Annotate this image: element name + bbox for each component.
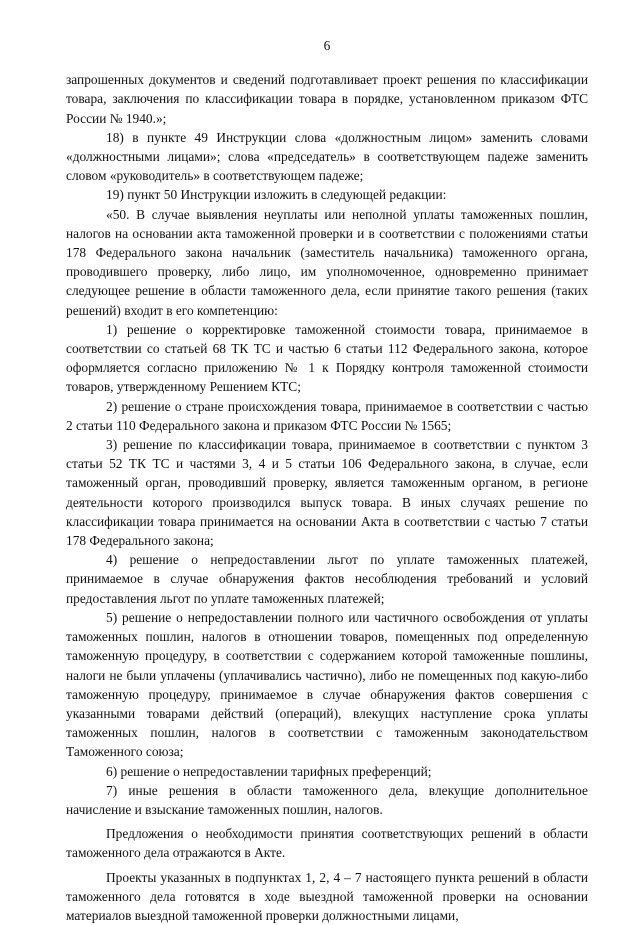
paragraph-subitem-5: 5) решение о непредоставлении полного или частичного освобождения от уплаты таможенных пошлин, налогов в отношении товаров, помещенных под определенную таможенную процедуру, в соответствии с содержанием которой таможенные пошлины, налоги не были уплачены (уплачивались частично), либо не помещенных под какую-либо таможенную процедуру, принимаемое в случае обнаружения фактов совершения с указанными товарами действий (операций), влекущих наступление срока уплаты таможенных пошлин, налогов в соответствии с таможенным законодательством Таможенного союза; (66, 609, 588, 760)
paragraph-subitem-4: 4) решение о непредоставлении льгот по уплате таможенных платежей, принимаемое в случае обнаружения фактов несоблюдения требований и условий предоставления льгот по уплате таможенных платежей; (66, 552, 588, 606)
paragraph-subitem-6: 6) решение о непредоставлении тарифных преференций; (106, 763, 432, 779)
paragraph-proposals: Предложения о необходимости принятия соответствующих решений в области таможенного дела отражаются в Акте. (66, 826, 588, 861)
paragraph-subitem-3: 3) решение по классификации товара, принимаемое в соответствии с пунктом 3 статьи 52 ТК ТС и частями 3, 4 и 5 статьи 106 Федерального закона, в случае, если таможенный орган, проводивший проверку, является таможенным органом, в регионе деятельности которого производился выпуск товара. В иных случаях решение по классификации товара принимается на основании Акта в соответствии с частью 7 статьи 178 Федерального закона; (66, 437, 588, 549)
paragraph-subitem-7: 7) иные решения в области таможенного дела, влекущие дополнительное начисление и взыскание таможенных пошлин, налогов. (66, 782, 588, 817)
paragraph-continuation: запрошенных документов и сведений подготавливает проект решения по классификации товара, заключения по классификации товара в порядке, установленном приказом ФТС России № 1940.»; (66, 72, 588, 126)
paragraph-point-50: «50. В случае выявления неуплаты или неполной уплаты таможенных пошлин, налогов на основании акта таможенной проверки и в соответствии с положениями статьи 178 Федерального закона начальник (заместитель начальника) таможенного органа, проводившего проверку, либо лицо, им уполномоченное, одновременно принимает следующее решение в области таможенного дела, если принятие такого решения (таких решений) входит в его компетенцию: (66, 206, 588, 318)
paragraph-item-19: 19) пункт 50 Инструкции изложить в следующей редакции: (106, 187, 447, 203)
paragraph-subitem-1: 1) решение о корректировке таможенной стоимости товара, принимаемое в соответствии со статьей 68 ТК ТС и частью 6 статьи 112 Федерального закона, которое оформляется согласно приложению № 1 к Порядку контроля таможенной стоимости товаров, утвержденному Решением КТС; (66, 321, 588, 395)
paragraph-subitem-2: 2) решение о стране происхождения товара, принимаемое в соответствии с частью 2 статьи 110 Федерального закона и приказом ФТС России № 1565; (66, 398, 588, 433)
paragraph-item-18: 18) в пункте 49 Инструкции слова «должностным лицом» заменить словами «должностными лицами»; слова «председатель» в соответствующем падеже заменить словом «руководитель» в соответствующем падеже; (66, 129, 588, 184)
paragraph-drafts: Проекты указанных в подпунктах 1, 2, 4 – 7 настоящего пункта решений в области таможенного дела готовятся в ходе выездной таможенной проверки на основании материалов выездной таможенной проверки должностными лицами, (66, 869, 588, 923)
page-number: 6 (323, 38, 331, 53)
